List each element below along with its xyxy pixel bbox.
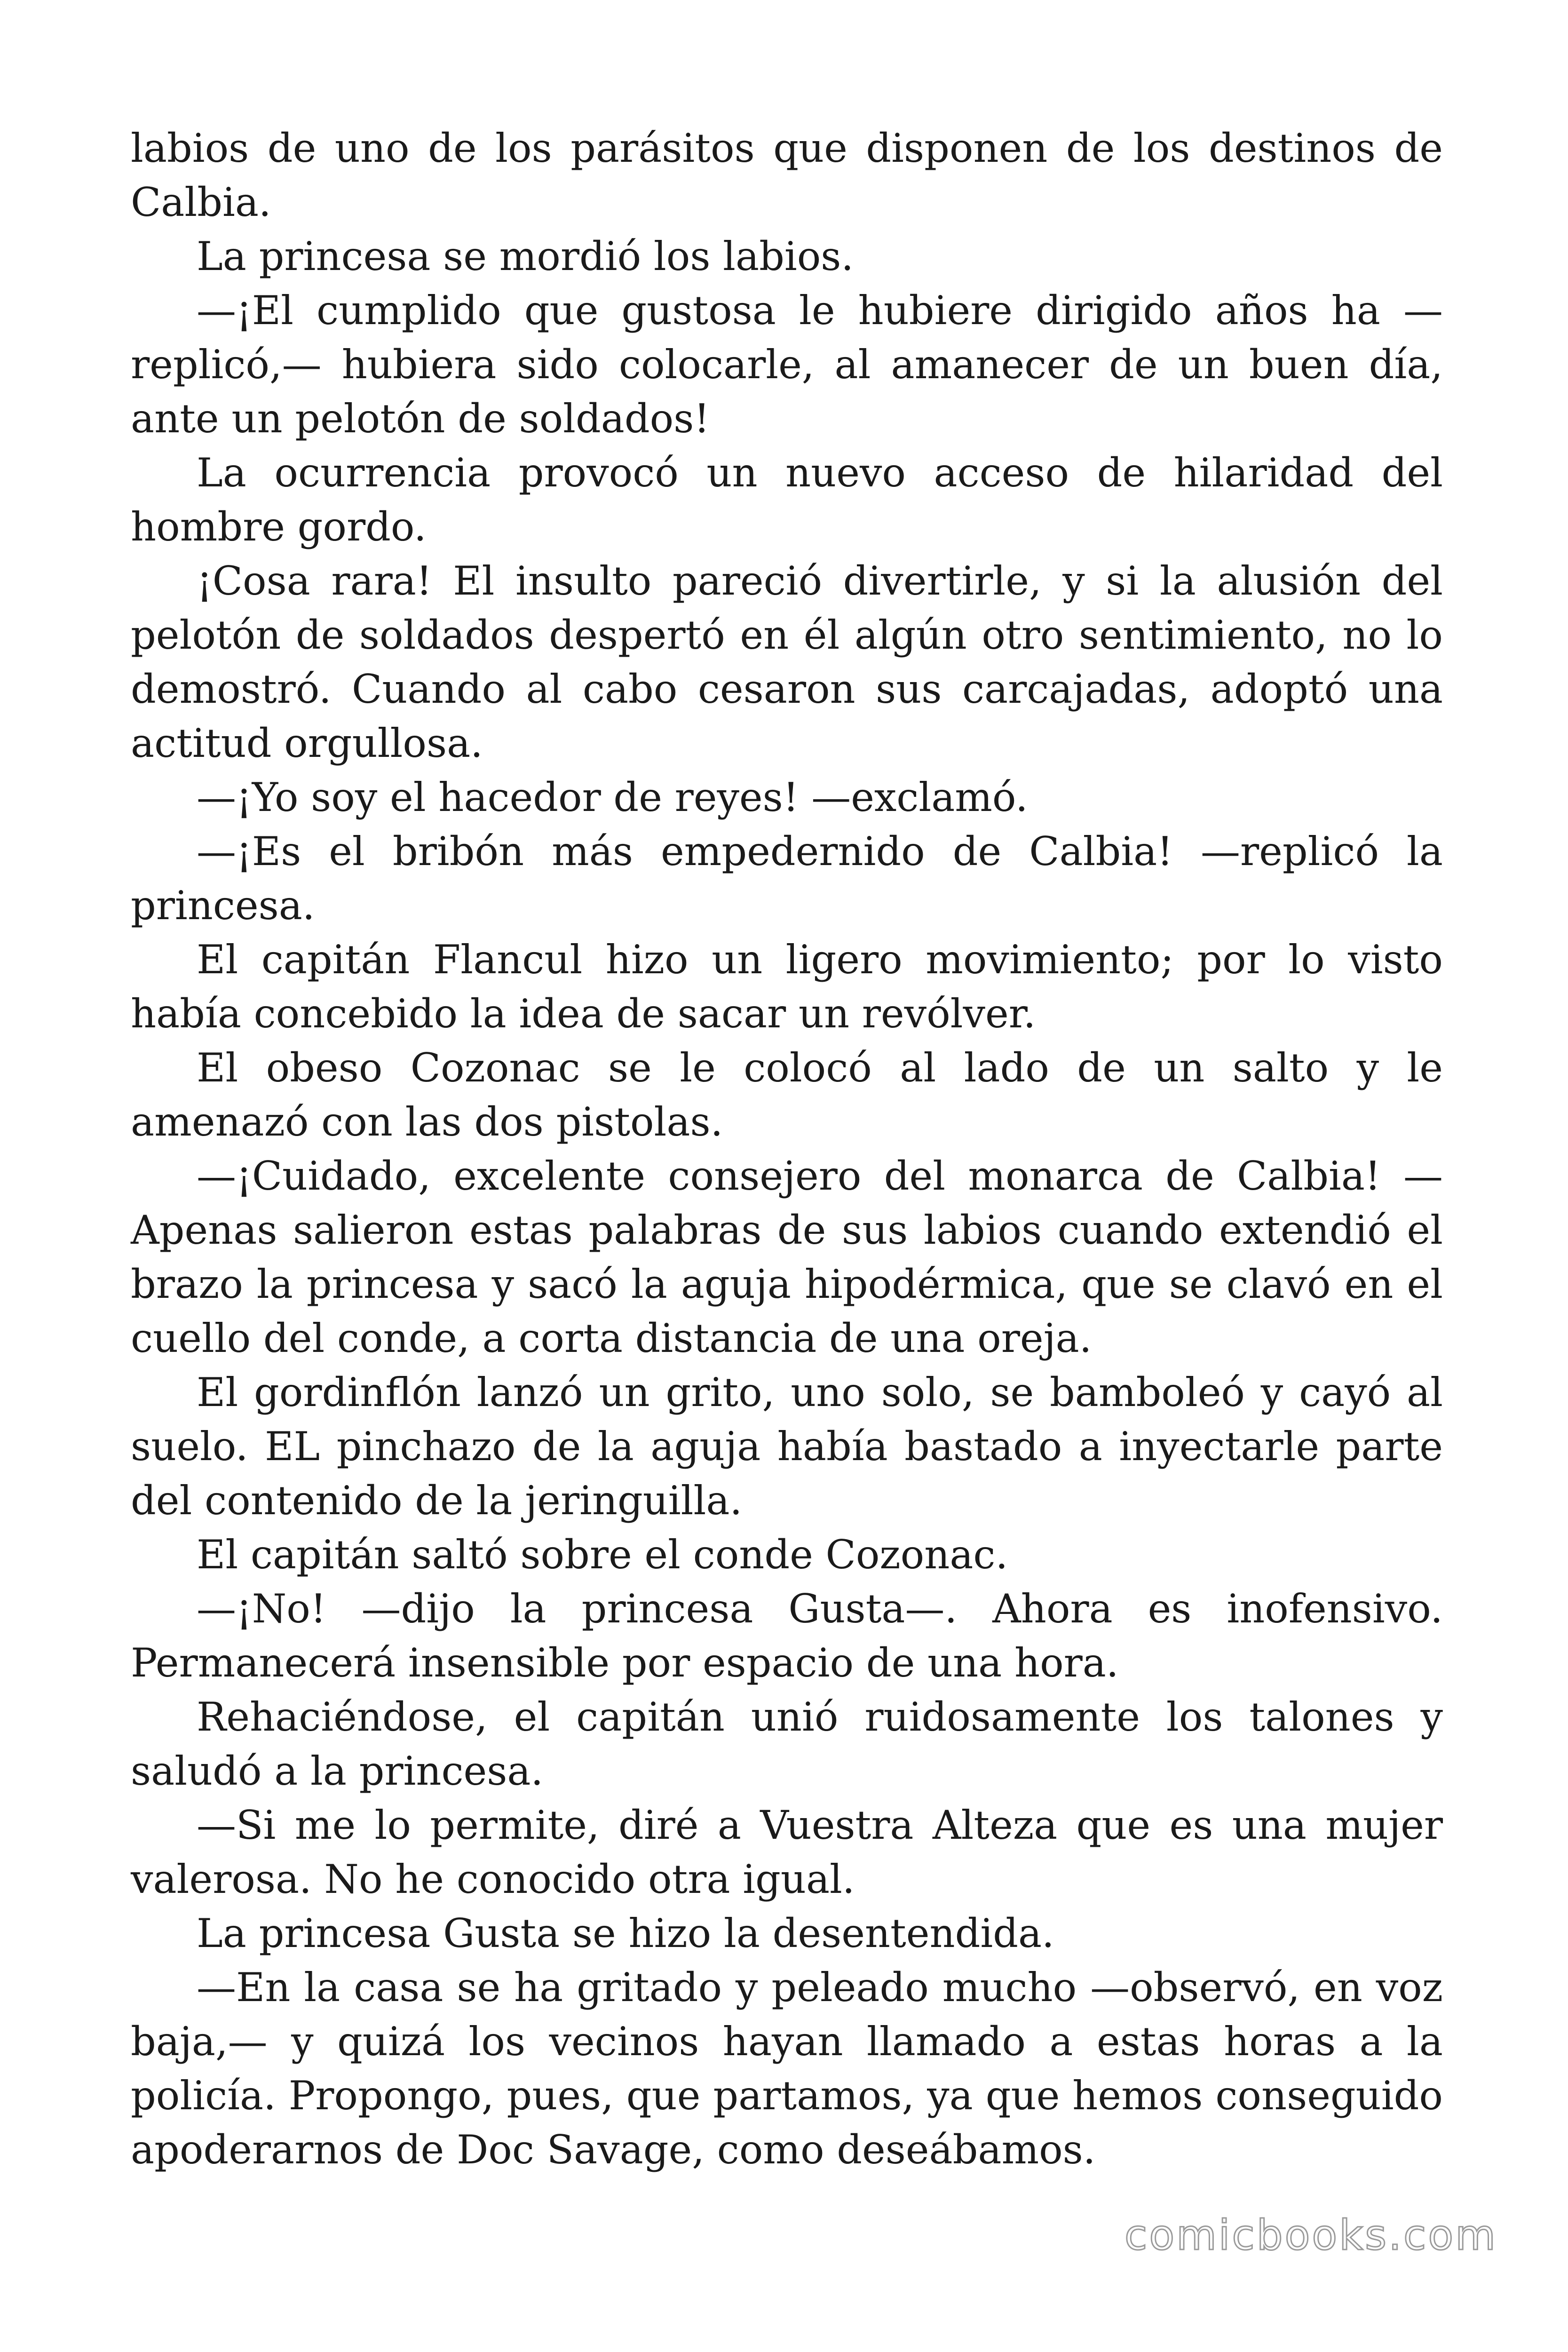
paragraph: —Si me lo permite, diré a Vuestra Alteza que es una mujer valerosa. No he conocido otra igual. <box>131 1802 1443 1902</box>
page-body-text <box>131 121 1443 2177</box>
paragraph: La princesa se mordió los labios. <box>197 233 854 279</box>
paragraph-continued: labios de uno de los parásitos que disponen de los destinos de Calbia. <box>131 125 1443 225</box>
paragraph: —¡Es el bribón más empedernido de Calbia! —replicó la princesa. <box>131 828 1443 929</box>
paragraph: —¡Yo soy el hacedor de reyes! —exclamó. <box>197 774 1028 820</box>
paragraph: —¡No! —dijo la princesa Gusta—. Ahora es inofensivo. Permanecerá insensible por espacio de una hora. <box>131 1586 1443 1686</box>
paragraph: El gordinflón lanzó un grito, uno solo, se bamboleó y cayó al suelo. EL pinchazo de la aguja había bastado a inyectarle parte del contenido de la jeringuilla. <box>131 1369 1443 1524</box>
paragraph: El capitán Flancul hizo un ligero movimiento; por lo visto había concebido la idea de sacar un revólver. <box>131 937 1443 1037</box>
paragraph: La ocurrencia provocó un nuevo acceso de hilaridad del hombre gordo. <box>131 450 1443 550</box>
paragraph: ¡Cosa rara! El insulto pareció divertirle, y si la alusión del pelotón de soldados despertó en él algún otro sentimiento, no lo demostró. Cuando al cabo cesaron sus carcajadas, adoptó una actitud orgullosa. <box>131 558 1443 766</box>
paragraph: La princesa Gusta se hizo la desentendida. <box>197 1910 1054 1956</box>
paragraph: Rehaciéndose, el capitán unió ruidosamente los talones y saludó a la princesa. <box>131 1694 1443 1794</box>
watermark-text: comicbooks.com <box>1124 2211 1497 2259</box>
paragraph: El capitán saltó sobre el conde Cozonac. <box>197 1532 1008 1578</box>
paragraph: El obeso Cozonac se le colocó al lado de un salto y le amenazó con las dos pistolas. <box>131 1045 1443 1145</box>
paragraph: —¡El cumplido que gustosa le hubiere dirigido años ha —replicó,— hubiera sido colocarle, al amanecer de un buen día, ante un pelotón de soldados! <box>131 287 1443 442</box>
paragraph: —En la casa se ha gritado y peleado mucho —observó, en voz baja,— y quizá los vecinos hayan llamado a estas horas a la policía. Propongo, pues, que partamos, ya que hemos conseguido apoderarnos de Doc Savage, como deseábamos. <box>131 1964 1443 2173</box>
paragraph: —¡Cuidado, excelente consejero del monarca de Calbia! —Apenas salieron estas palabras de sus labios cuando extendió el brazo la princesa y sacó la aguja hipodérmica, que se clavó en el cuello del conde, a corta distancia de una oreja. <box>131 1153 1443 1361</box>
